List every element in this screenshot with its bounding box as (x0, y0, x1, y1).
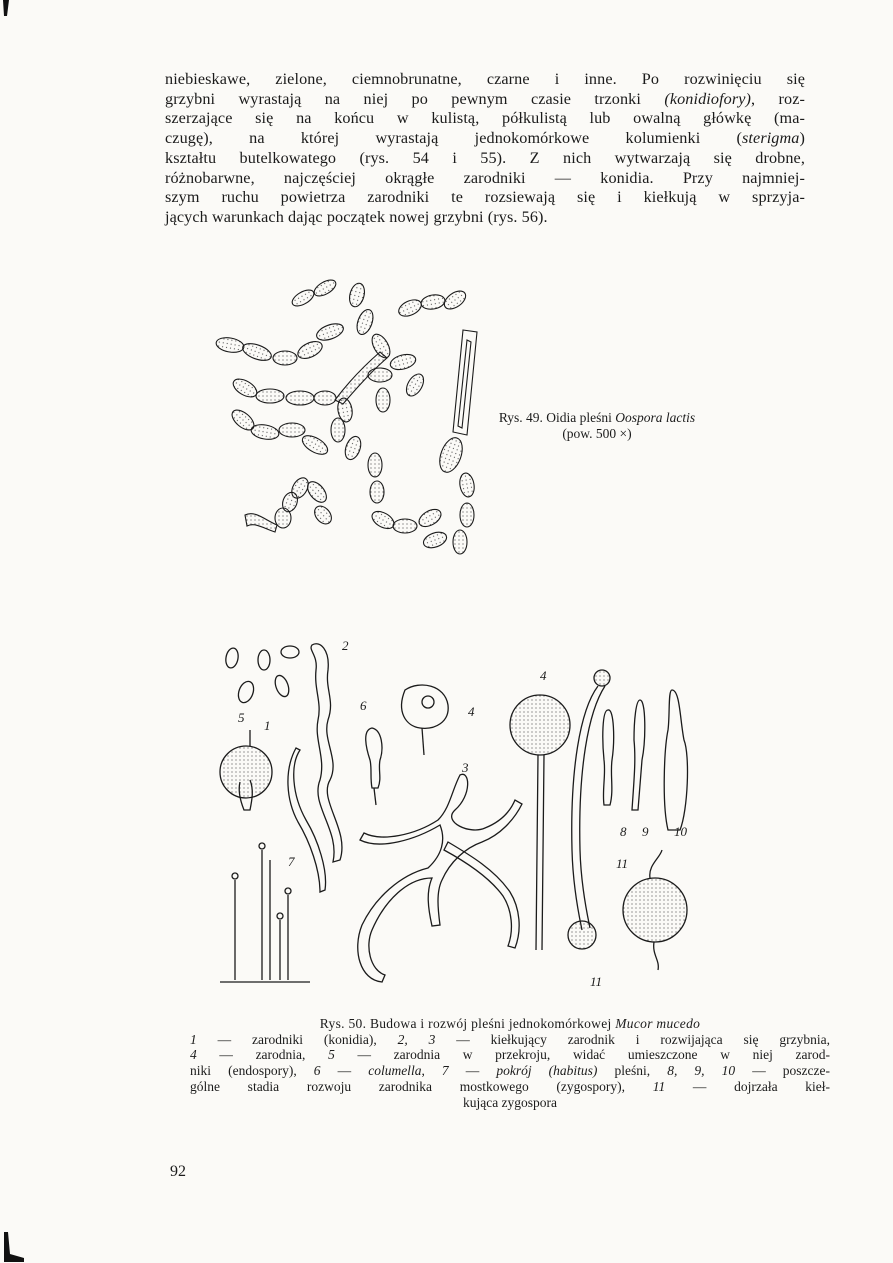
text-line: kształtu butelkowatego (rys. 54 i 55). Z nich wytwarzają się drobne, (165, 148, 805, 167)
figure-label: 1 (264, 718, 271, 733)
figure-label: 9 (642, 824, 649, 839)
figure-49-oidia-illustration (205, 270, 495, 570)
figure-label: 11 (616, 856, 629, 871)
text-line: czugę), na której wyrastają jednokomórkowe kolumienki (sterigma) (165, 129, 805, 148)
scan-corner-icon (2, 1232, 24, 1262)
figure-label: 8 (620, 824, 627, 839)
text-line: grzybni wyrastają na niej po pewnym czasie trzonki (konidiofory), roz- (165, 89, 805, 108)
figure-50-mucor-illustration (210, 630, 720, 1000)
text-line: niebieskawe, zielone, ciemnobrunatne, czarne i inne. Po rozwinięciu się (165, 70, 805, 88)
figure-49-caption: Rys. 49. Oidia pleśni Oospora lactis (pow. 500 ×) (498, 410, 696, 441)
scan-mark-icon (2, 0, 10, 16)
figure-label: 4 (468, 704, 475, 719)
figure-label: 11 (590, 974, 603, 989)
figure-label: 10 (674, 824, 687, 839)
figure-50-caption: Rys. 50. Budowa i rozwój pleśni jednokomórkowej Mucor mucedo 1 — zarodniki (konidia), 2, 3 — kiełkujący zarodnik i rozwijająca się grzybnia, 4 — zarodnia, 5 — zarodnia w przekroju, widać umieszczone w niej zarod- niki (endospory), 6 — columella, 7 — pokrój (habitus) pleśni, 8, 9, 10 — poszcze- gólne stadia rozwoju zarodnika mostkowego (zygospory), 11 — dojrzała kieł- kująca zygospora (190, 1016, 831, 1110)
text-line: szym ruchu powietrza zarodniki te rozsiewają się i kiełkują w sprzyja- (165, 188, 805, 207)
text-line: różnobarwne, najczęściej okrągłe zarodniki — konidia. Przy najmniej- (165, 168, 805, 187)
text-line: jących warunkach dając początek nowej grzybni (rys. 56). (165, 207, 548, 226)
text-line: szerzające się na końcu w kulistą, półkulistą lub owalną główkę (ma- (165, 109, 805, 128)
figure-label: 5 (238, 710, 245, 725)
figure-label: 2 (342, 638, 349, 653)
figure-label: 7 (288, 854, 295, 869)
figure-label: 3 (462, 760, 469, 775)
figure-label: 4 (540, 668, 547, 683)
body-paragraph (165, 70, 805, 228)
figure-label: 6 (360, 698, 367, 713)
page-number: 92 (170, 1163, 186, 1180)
